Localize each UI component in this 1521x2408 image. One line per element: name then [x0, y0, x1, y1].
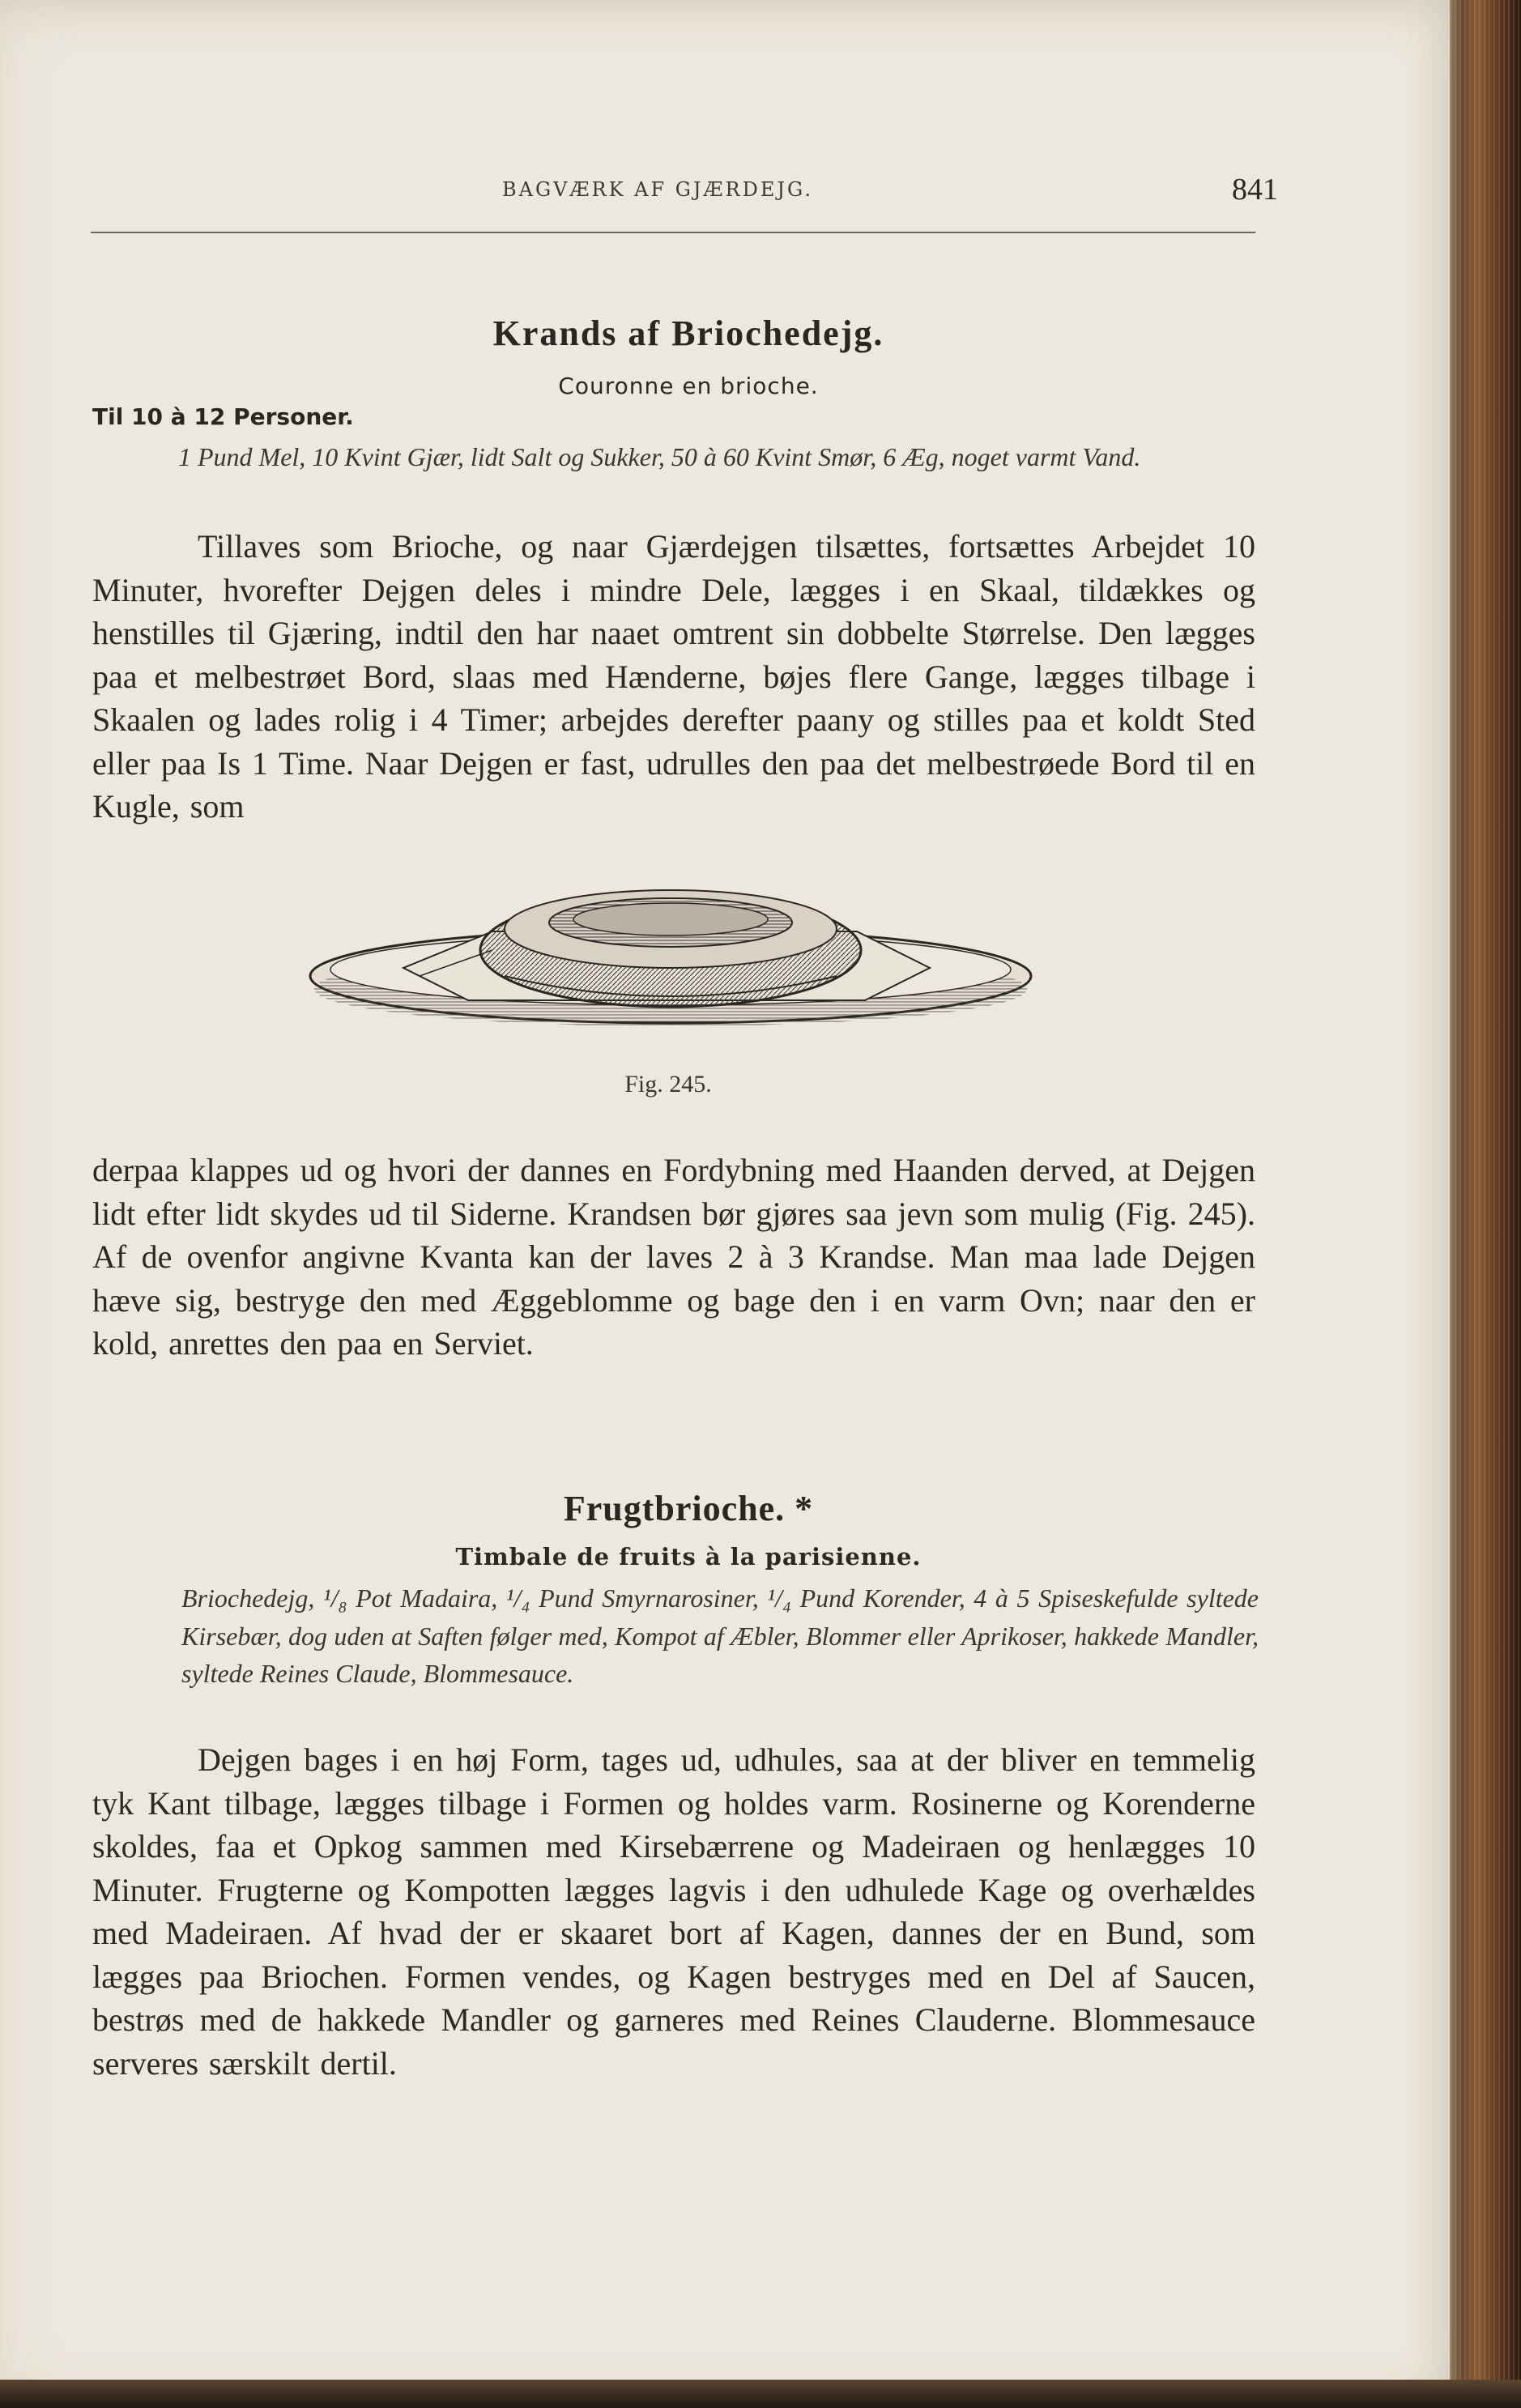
ingredients-list-2: Briochedejg, ¹/₈ Pot Madaira, ¹/₄ Pund Smyrnarosiner, ¹/₄ Pund Korender, 4 à 5 Spiseskefulde syltede Kirsebær, dog uden at Saften følger med, Kompot af Æbler, Blommer eller Aprikoser, hakkede Mandler, syltede Reines Claude, Blommesauce.	[181, 1583, 1259, 1688]
page-bottom-edge	[0, 2380, 1521, 2408]
header-rule	[91, 232, 1255, 233]
method-paragraph-continued: derpaa klappes ud og hvori der dannes en Fordybning med Haanden derved, at Dejgen lidt efter lidt skydes ud til Siderne. Krandsen bør gjøres saa jevn som mulig (Fig. 245). Af de ovenfor angivne Kvanta kan der laves 2 à 3 Krandse. Man maa lade Dejgen hæve sig, bestryge den med Æggeblomme og bage den i en varm Ovn; naar den er kold, anrettes den paa en Serviet.	[92, 1152, 1255, 1362]
recipe-subtitle-2: Timbale de fruits à la parisienne.	[455, 1543, 922, 1571]
method-paragraph-2: Dejgen bages i en høj Form, tages ud, udhules, saa at der bliver en temmelig tyk Kant tilbage, lægges tilbage i Formen og holdes varm. Rosinerne og Korenderne skoldes, faa et Opkog sammen med Kirsebærrene og Madeiraen og henlægges 10 Minuter. Frugterne og Kompotten lægges lagvis i den udhulede Kage og overhældes med Madeiraen. Af hvad der er skaaret bort af Kagen, dannes der en Bund, som lægges paa Briochen. Formen vendes, og Kagen bestryges med en Del af Saucen, bestrøs med de hakkede Mandler og garneres med Reines Clauderne. Blommesauce serveres særskilt dertil.	[92, 1741, 1255, 2082]
servings-note: Til 10 à 12 Personer.	[92, 403, 354, 430]
page-number: 841	[1232, 173, 1278, 207]
running-head: BAGVÆRK AF GJÆRDEJG.	[502, 178, 813, 201]
recipe-title-2: Frugtbrioche. *	[563, 1489, 814, 1528]
ingredients-list: 1 Pund Mel, 10 Kvint Gjær, lidt Salt og Sukker, 50 à 60 Kvint Smør, 6 Æg, noget varmt Vand.	[178, 442, 1141, 471]
brioche-ring-illustration	[306, 855, 1035, 1057]
recipe-title: Krands af Briochedejg.	[492, 313, 884, 353]
method-paragraph: Tillaves som Brioche, og naar Gjærdejgen tilsættes, fortsættes Arbejdet 10 Minuter, hvorefter Dejgen deles i mindre Dele, lægges i en Skaal, tildækkes og henstilles til Gjæring, indtil den har naaet omtrent sin dobbelte Størrelse. Den lægges paa et melbestrøet Bord, slaas med Hænderne, bøjes flere Gange, lægges tilbage i Skaalen og lades rolig i 4 Timer; arbejdes derefter paany og stilles paa et koldt Sted eller paa Is 1 Time. Naar Dejgen er fast, udrulles den paa det melbestrøede Bord til en Kugle, som	[92, 528, 1255, 825]
page-edge-binding	[1450, 0, 1521, 2408]
recipe-subtitle: Couronne en brioche.	[558, 373, 819, 399]
figure-caption: Fig. 245.	[624, 1071, 712, 1097]
